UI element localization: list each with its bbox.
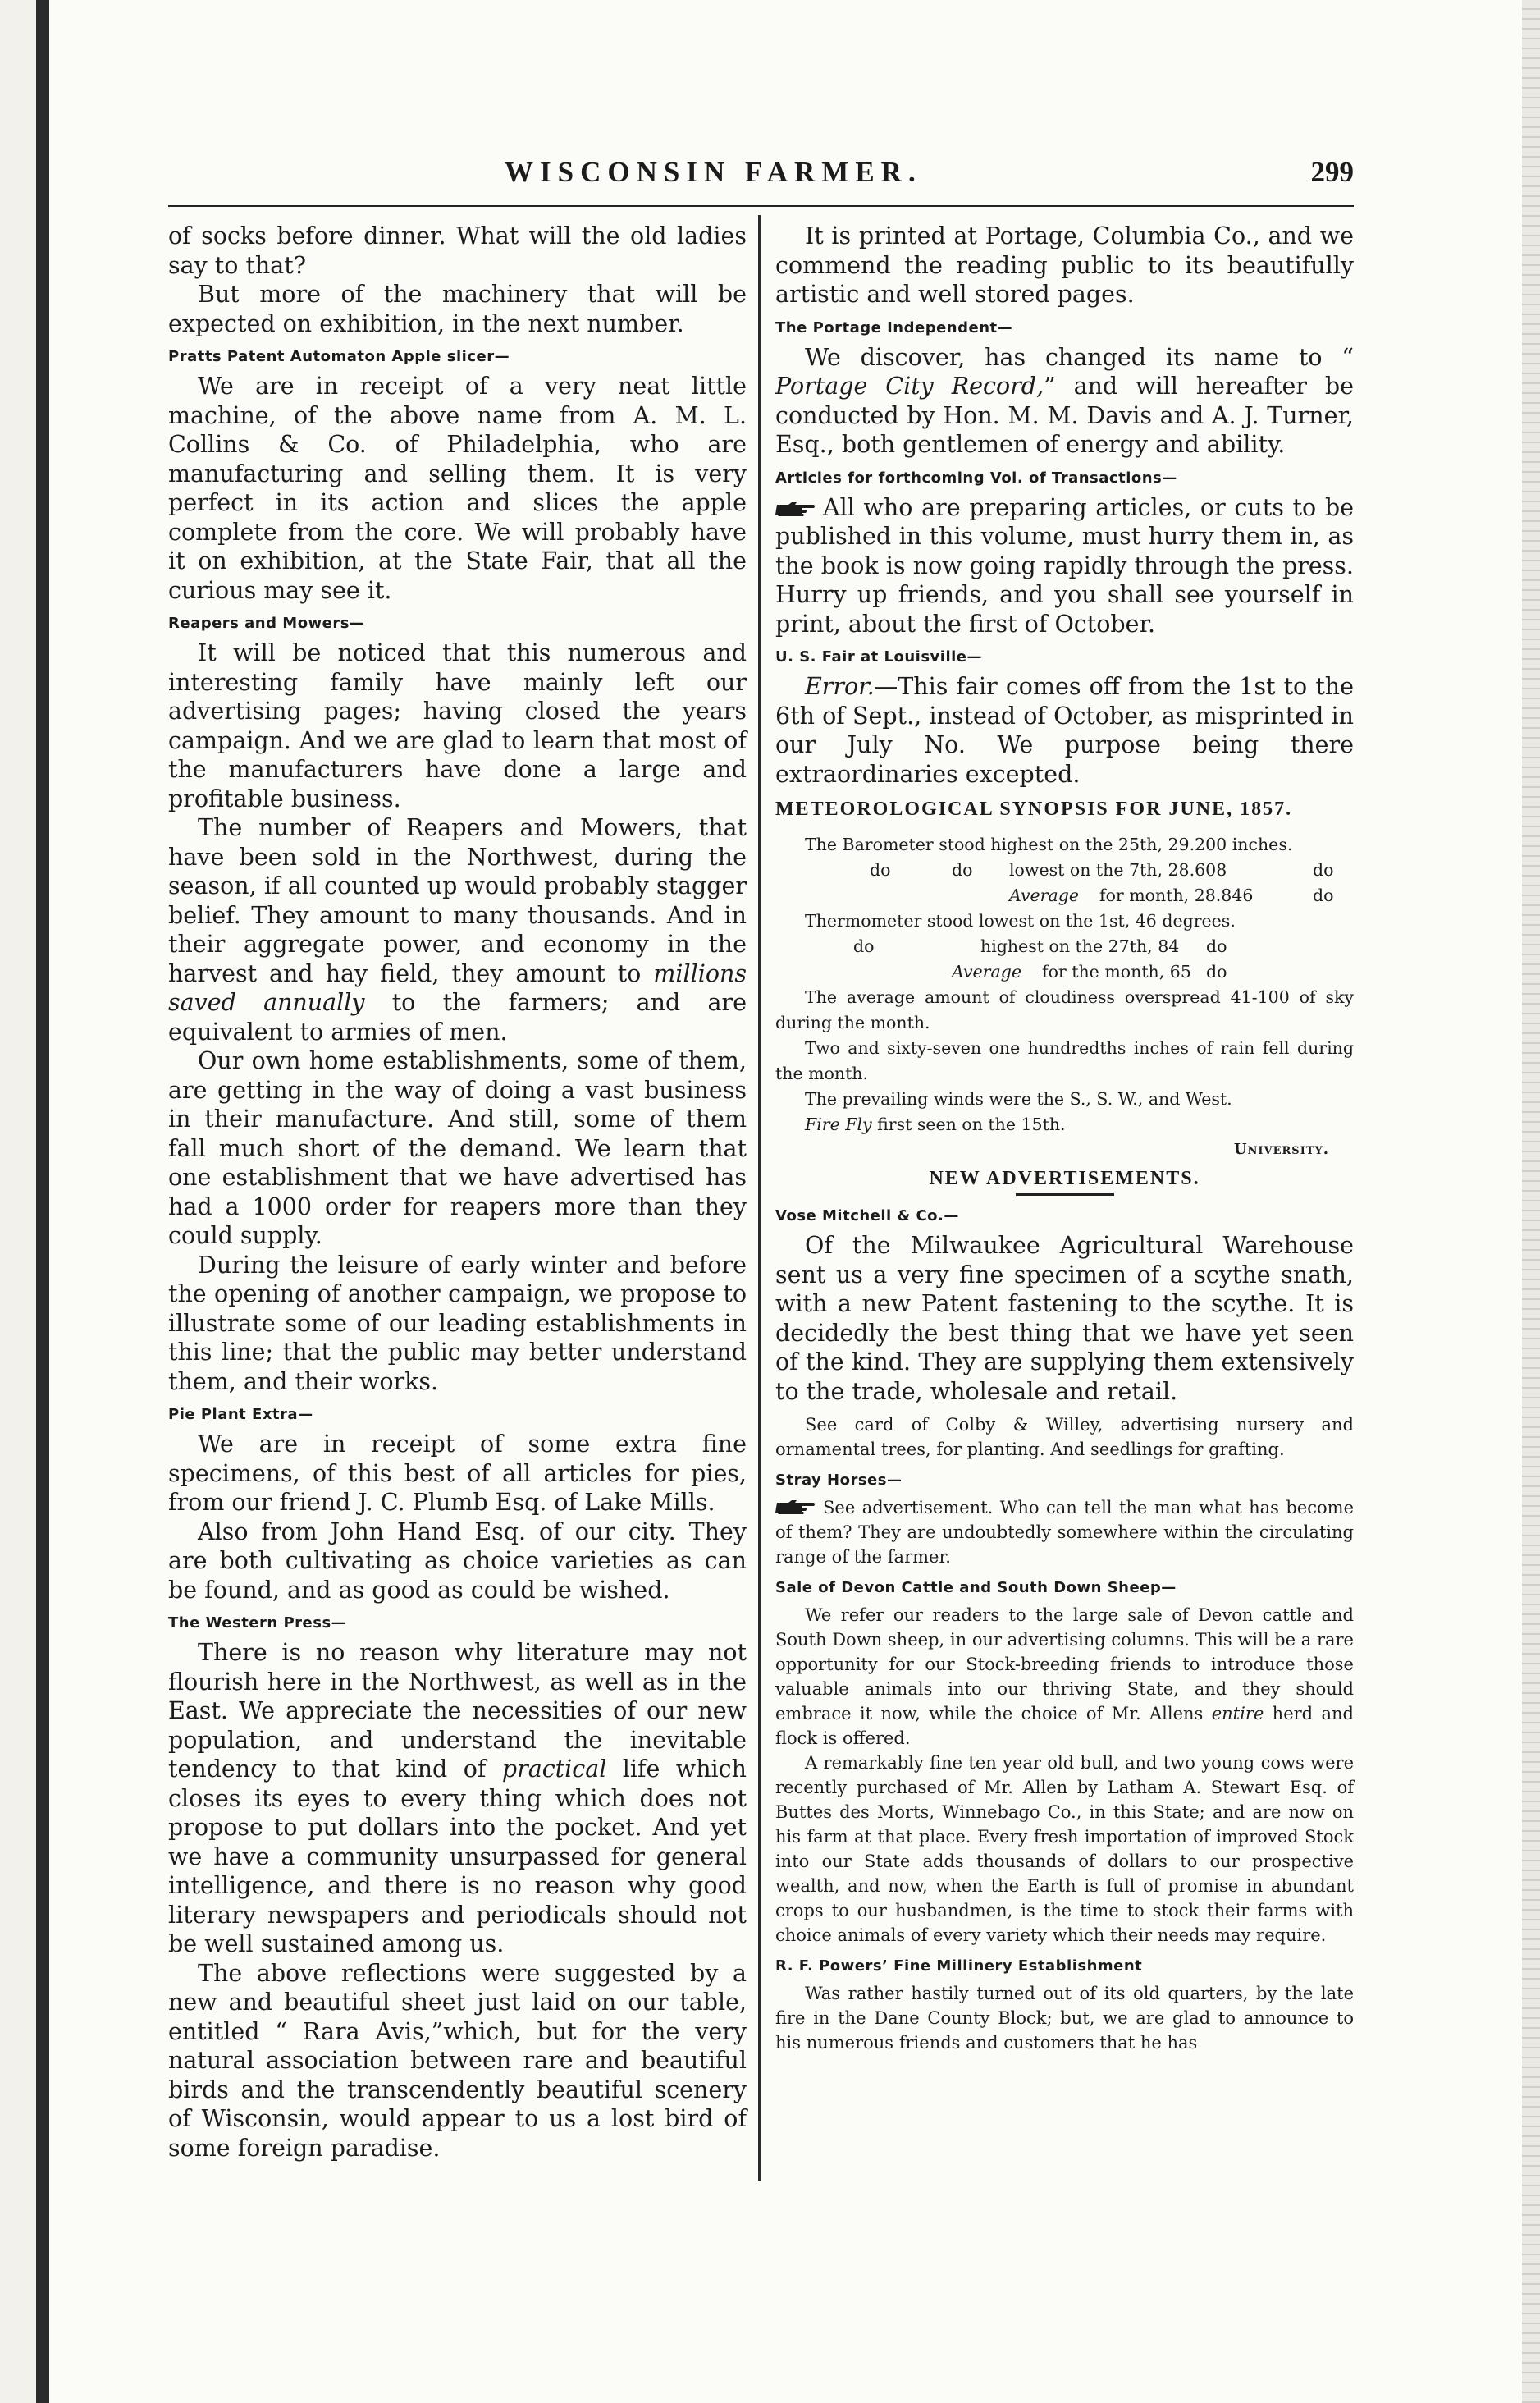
left-column	[168, 222, 747, 2163]
heading-pie-plant: Pie Plant Extra—	[168, 1406, 313, 1423]
heading-devon-cattle: Sale of Devon Cattle and South Down Sheep—	[775, 1579, 1177, 1596]
paragraph-machinery: But more of the machinery that will be expected on exhibition, in the next number.	[168, 281, 747, 337]
paragraph-printed-at-portage: It is printed at Portage, Columbia Co., and we commend the reading public to its beautifully artistic and well stored pages.	[775, 222, 1354, 308]
heading-reapers: Reapers and Mowers—	[168, 615, 365, 632]
met-text: lowest on the 7th, 28.608	[1009, 860, 1227, 880]
emphasis-average: Average	[1009, 886, 1079, 905]
text-run: ” and will hereafter be conducted by Hon. M. M. Davis and A. J. Turner, Esq., both gentlemen of energy and ability.	[775, 373, 1354, 458]
paragraph-western-press-2: The above reflections were suggested by a new and beautiful sheet just laid on our table, entitled “ Rara Avis,”which, but for the very natural association between rare and beautiful birds and the transcendently beautiful scenery of Wisconsin, would appear to us a lost bird of some foreign paradise.	[168, 1959, 747, 2162]
heading-articles: Articles for forthcoming Vol. of Transactions—	[775, 469, 1177, 487]
paragraph-reapers-1: It will be noticed that this numerous and interesting family have mainly left our advertising pages; having closed the years campaign. And we are glad to learn that most of the manufacturers have done a large and profitable business.	[168, 639, 747, 812]
text-run: We discover, has changed its name to “	[805, 343, 1354, 371]
paragraph-stray-horses	[775, 1495, 1354, 1569]
title-rule	[1016, 1193, 1114, 1196]
running-head	[123, 156, 1354, 197]
text-run: herd and flock is offered.	[775, 1704, 1354, 1748]
heading-stray-horses: Stray Horses—	[775, 1472, 903, 1489]
text-run: There is no reason why literature may not flourish here in the Northwest, as well as in the East. We appreciate the necessities of our new population, and understand the inevitable tendency to that kind of	[168, 1639, 747, 1783]
new-advertisements-title: NEW ADVERTISEMENTS.	[929, 1168, 1200, 1189]
met-rain: Two and sixty-seven one hundredths inches of rain fell during the month.	[775, 1038, 1354, 1083]
emphasis-millions: millions saved annually	[168, 959, 747, 1016]
paragraph-socks: of socks before dinner. What will the old ladies say to that?	[168, 222, 747, 279]
text-run: We refer our readers to the large sale of Devon cattle and South Down sheep, in our advertising columns. This will be a rare opportunity for our Stock-breeding friends to introduce those valuable animals into our thriving State, and they should embrace it now, while the choice of Mr. Allens	[775, 1605, 1354, 1723]
paragraph-reapers-4: During the leisure of early winter and before the opening of another campaign, we propose to illustrate some of our leading establishments in this line; that the public may better understand them, and their works.	[168, 1251, 747, 1395]
met-thermometer-lowest: Thermometer stood lowest on the 1st, 46 degrees.	[805, 911, 1236, 931]
heading-us-fair: U. S. Fair at Louisville—	[775, 648, 982, 666]
paragraph-pie-plant-2: Also from John Hand Esq. of our city. They are both cultivating as choice varieties as can be found, and as good as could be wished.	[168, 1517, 747, 1604]
paragraph-articles	[775, 493, 1354, 639]
paragraph-vose-mitchell: Of the Milwaukee Agricultural Warehouse sent us a very fine specimen of a scythe snath, with a new Patent fastening to the scythe. It is decidedly the best thing that we have yet seen of the kind. They are supplying them extensively to the trade, wholesale and retail.	[775, 1232, 1354, 1405]
text-run: life which closes its eyes to every thing which does not propose to put dollars into the pocket. And yet we have a community unsurpassed for general intelligence, and there is no reason why good literary newspapers and periodicals should not be well sustained among us.	[168, 1755, 747, 1957]
text-run: The number of Reapers and Mowers, that have been sold in the Northwest, during the season, if all counted up would probably stagger belief. They amount to many thousands. And in their aggregate power, and economy in the harvest and hay field, they amount to	[168, 814, 747, 987]
paragraph-bull: A remarkably fine ten year old bull, and two young cows were recently purchased of Mr. Allen by Latham A. Stewart Esq. of Buttes des Morts, Winnebago Co., in this State; and are now on his farm at that place. Every fresh importation of improved Stock into our State adds thousands of dollars to our prospective wealth, and now, when the Earth is full of promise in abundant crops to our husbandmen, is the time to stock their farms with choice animals of every variety which their needs may require.	[775, 1753, 1354, 1945]
column-divider	[758, 215, 761, 2181]
met-thermometer-highest	[775, 934, 1354, 959]
paragraph-western-press-1	[168, 1638, 747, 1959]
facing-page-edge	[0, 0, 39, 2403]
ditto: do	[870, 860, 891, 880]
heading-portage-independent: The Portage Independent—	[775, 318, 1013, 336]
ditto: do	[1313, 860, 1334, 880]
page-stack-edge	[1522, 0, 1540, 2403]
met-text: for the month, 65	[1042, 962, 1191, 982]
emphasis-error: Error.	[805, 673, 875, 700]
met-barometer-lowest	[775, 858, 1354, 883]
ditto: do	[853, 936, 875, 956]
header-rule	[168, 205, 1354, 207]
met-barometer-average	[775, 883, 1354, 909]
text-run: See advertisement. Who can tell the man what has become of them? They are undoubtedly somewhere within the circulating range of the farmer.	[775, 1498, 1354, 1567]
met-fire-fly	[775, 1112, 1354, 1137]
text-run: —This fair comes off from the 1st to the 6th of Sept., instead of October, as misprinted in our July No. We purpose being there extraordinaries excepted.	[775, 673, 1354, 788]
emphasis-fire-fly: Fire Fly	[805, 1115, 872, 1134]
met-barometer-highest: The Barometer stood highest on the 25th, 29.200 inches.	[805, 835, 1293, 854]
met-winds: The prevailing winds were the S., S. W., and West.	[805, 1089, 1232, 1109]
emphasis-entire: entire	[1211, 1704, 1264, 1723]
heading-powers-millinery: R. F. Powers’ Fine Millinery Establishment	[775, 1957, 1143, 1975]
text-run: first seen on the 15th.	[871, 1115, 1066, 1134]
emphasis-portage-city-record: Portage City Record,	[775, 373, 1044, 400]
paragraph-devon-cattle	[775, 1603, 1354, 1751]
heading-apple-slicer: Pratts Patent Automaton Apple slicer—	[168, 348, 510, 365]
paragraph-powers-millinery: Was rather hastily turned out of its old quarters, by the late fire in the Dane County Block; but, we are glad to announce to his numerous friends and customers that he has	[775, 1984, 1354, 2053]
ditto: do	[952, 860, 973, 880]
pointing-hand-icon	[775, 1499, 816, 1515]
met-thermometer-average	[775, 959, 1354, 985]
text-run: All who are preparing articles, or cuts to be published in this volume, must hurry them in, as the book is now going rapidly through the press. Hurry up friends, and you shall see yourself in print, about the first of October.	[775, 493, 1354, 638]
signature-university: University.	[1233, 1141, 1329, 1158]
paragraph-reapers-2	[168, 813, 747, 1046]
page-number: 299	[1310, 156, 1354, 188]
right-column	[775, 222, 1354, 2055]
met-text: for month, 28.846	[1099, 886, 1254, 905]
paragraph-reapers-3: Our own home establishments, some of them, are getting in the way of doing a vast business in their manufacture. And still, some of them fall much short of the demand. We learn that one establishment that we have advertised has had a 1000 order for reapers more than they could supply.	[168, 1047, 747, 1249]
emphasis-average: Average	[952, 962, 1021, 982]
heading-western-press: The Western Press—	[168, 1614, 347, 1632]
met-cloudiness: The average amount of cloudiness overspread 41-100 of sky during the month.	[775, 987, 1354, 1032]
page-binding	[36, 0, 49, 2403]
ditto: do	[1313, 886, 1334, 905]
paragraph-colby-willey: See card of Colby & Willey, advertising nursery and ornamental trees, for planting. And seedlings for grafting.	[775, 1415, 1354, 1459]
paragraph-apple-slicer: We are in receipt of a very neat little machine, of the above name from A. M. L. Collins & Co. of Philadelphia, who are manufacturing and selling them. It is very perfect in its action and slices the apple complete from the core. We will probably have it on exhibition, at the State Fair, that all the curious may see it.	[168, 373, 747, 604]
pointing-hand-icon	[775, 501, 816, 517]
ditto: do	[1206, 962, 1227, 982]
journal-title: WISCONSIN FARMER.	[505, 156, 922, 188]
ditto: do	[1206, 936, 1227, 956]
text-run: to the farmers; and are equivalent to armies of men.	[168, 989, 747, 1046]
paragraph-pie-plant-1: We are in receipt of some extra fine specimens, of this best of all articles for pies, from our friend J. C. Plumb Esq. of Lake Mills.	[168, 1430, 747, 1516]
met-text: highest on the 27th, 84	[980, 936, 1180, 956]
paragraph-portage-independent	[775, 343, 1354, 460]
emphasis-practical: practical	[501, 1755, 607, 1783]
meteorological-title: METEOROLOGICAL SYNOPSIS FOR JUNE, 1857.	[775, 799, 1293, 820]
heading-vose-mitchell: Vose Mitchell & Co.—	[775, 1207, 959, 1224]
paragraph-us-fair	[775, 672, 1354, 789]
